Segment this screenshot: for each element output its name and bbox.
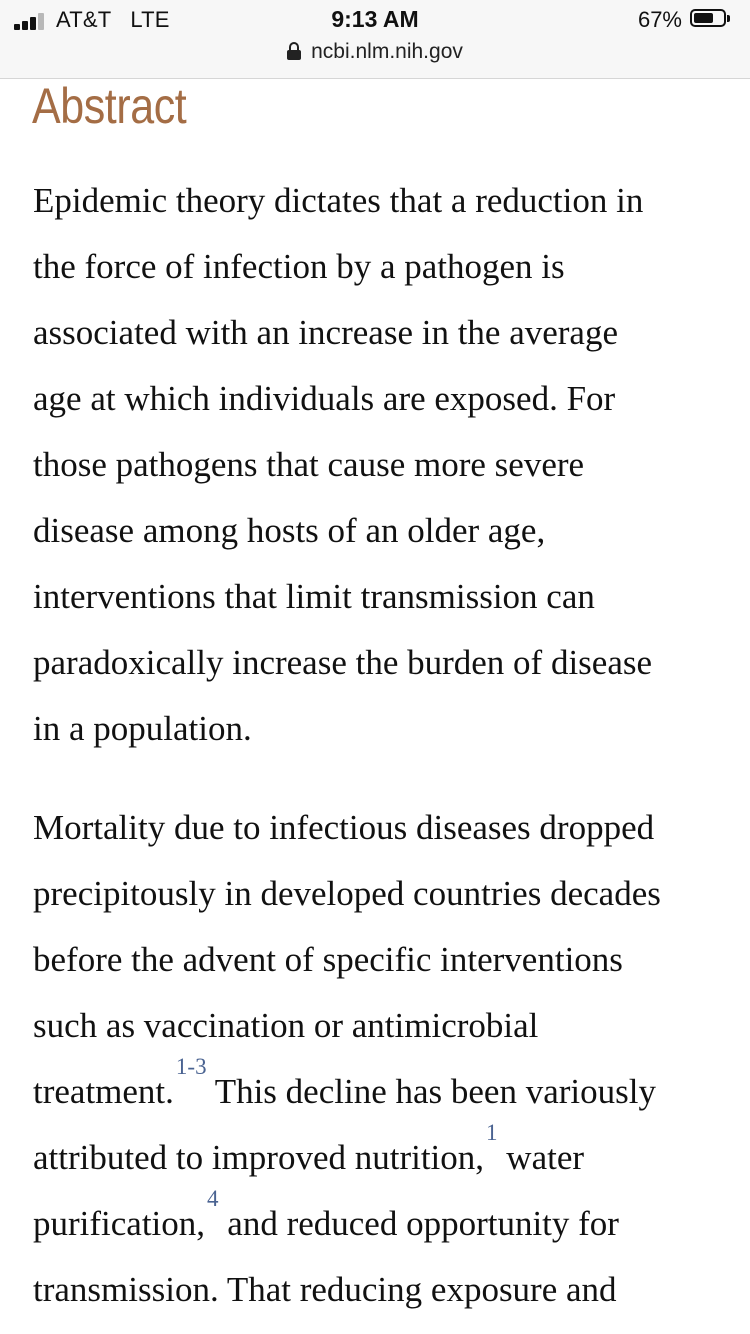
citation-link[interactable]: 1-3 [175, 1054, 207, 1080]
text-line [33, 1120, 723, 1191]
text-line: disease among hosts of an older age, [33, 511, 546, 550]
text-line: before the advent of specific interventions [33, 940, 623, 979]
battery-icon [690, 9, 732, 29]
text-line: Mortality due to infectious diseases dropped [33, 808, 655, 847]
text-fragment: attributed to improved nutrition, [33, 1138, 485, 1177]
text-fragment: water [497, 1138, 585, 1177]
carrier-name: AT&T [56, 7, 112, 32]
text-fragment: treatment. [33, 1072, 174, 1111]
network-type: LTE [130, 7, 170, 32]
status-time: 9:13 AM [331, 6, 419, 32]
text-line: precipitously in developed countries decades [33, 874, 661, 913]
text-line: paradoxically increase the burden of disease [33, 643, 653, 682]
abstract-paragraph-1 [33, 168, 723, 762]
citation-link[interactable]: 4 [207, 1186, 219, 1212]
text-line: transmission. That reducing exposure and [33, 1270, 617, 1309]
text-line: interventions that limit transmission can [33, 577, 595, 616]
text-fragment: and reduced opportunity for [218, 1204, 619, 1243]
text-line [33, 1054, 723, 1125]
browser-top-bar [0, 0, 750, 79]
text-line: those pathogens that cause more severe [33, 445, 585, 484]
text-line: age at which individuals are exposed. For [33, 379, 616, 418]
abstract-paragraph-2 [33, 795, 723, 1323]
lock-icon [287, 42, 301, 60]
text-line: such as vaccination or antimicrobial [33, 1006, 539, 1045]
battery-percent: 67% [637, 7, 682, 32]
text-line: the force of infection by a pathogen is [33, 247, 565, 286]
section-heading: Abstract [32, 78, 187, 134]
text-line: Epidemic theory dictates that a reduction in [33, 181, 644, 220]
text-line: associated with an increase in the average [33, 313, 619, 352]
address-bar[interactable] [0, 40, 750, 64]
text-fragment: purification, [33, 1204, 206, 1243]
text-line [33, 1186, 723, 1257]
citation-link[interactable]: 1 [486, 1120, 498, 1146]
text-fragment: This decline has been variously [206, 1072, 656, 1111]
text-line: in a population. [33, 709, 252, 748]
url-text: ncbi.nlm.nih.gov [311, 40, 463, 63]
